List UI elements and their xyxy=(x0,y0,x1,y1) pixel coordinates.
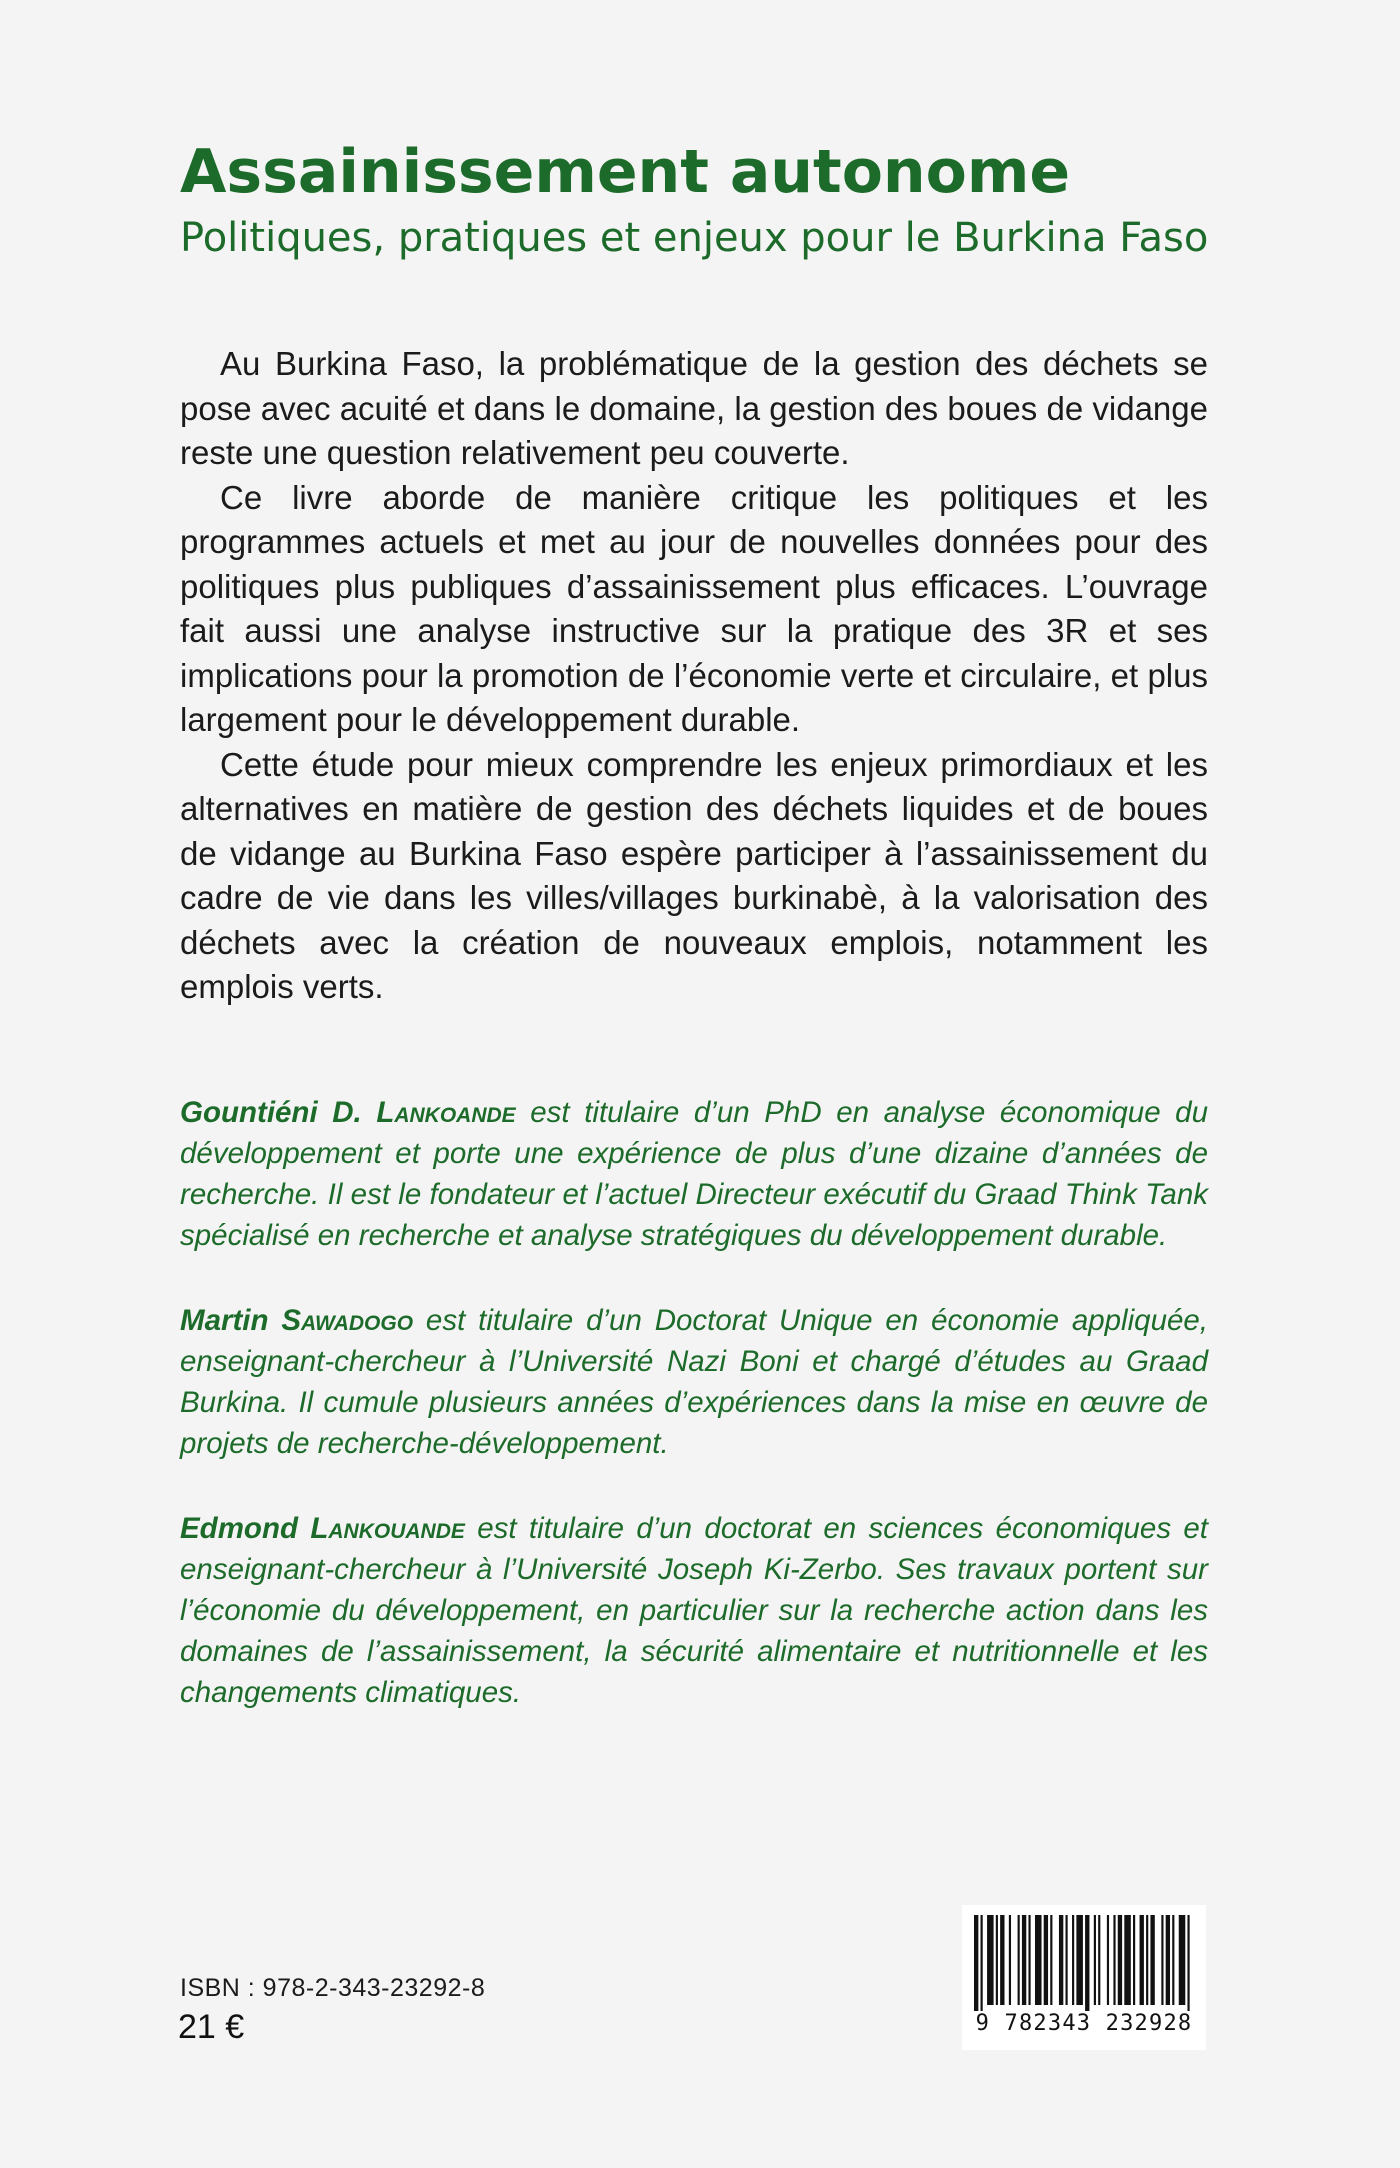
author-bio-text: est titulaire d’un Doctorat Unique en économie appliquée, enseignant-chercheur à l’Université Nazi Boni et chargé d’études au Graad Burkina. Il cumule plusieurs années d’expériences dans la mise en œuvre de projets de recherche-développement. xyxy=(180,1304,1208,1460)
barcode-bar xyxy=(974,1915,978,2011)
barcode-bar xyxy=(987,1915,994,2005)
barcode-bar xyxy=(1044,1915,1048,2005)
barcode-bar xyxy=(981,1915,983,2011)
barcode-bar xyxy=(996,1915,998,2005)
barcode-digits: 9 782343 232928 xyxy=(975,2011,1193,2036)
barcode-bar xyxy=(1050,1915,1052,2005)
barcode-bar xyxy=(1146,1915,1148,2005)
author-last-name: Sawadogo xyxy=(281,1304,414,1337)
author-bio-text: est titulaire d’un doctorat en sciences économiques et enseignant-chercheur à l’Université Joseph Ki-Zerbo. Ses travaux portent sur l’économie du développement, en particulier sur la recherche action dans les domaines de l’assainissement, la sécurité alimentaire et nutritionnelle et les changements climatiques. xyxy=(180,1512,1209,1709)
barcode-bar xyxy=(1018,1915,1020,2005)
barcode-bar xyxy=(1107,1915,1109,2005)
barcode-bar xyxy=(1072,1915,1074,2005)
author-first-name: Martin xyxy=(180,1304,269,1337)
barcode-bar xyxy=(1187,1915,1189,2011)
barcode-bar xyxy=(1098,1915,1100,2005)
author-bios xyxy=(180,1092,1208,1757)
barcode-bar xyxy=(1000,1915,1004,2005)
barcode-bar xyxy=(1140,1915,1144,2005)
barcode-bar xyxy=(1113,1915,1115,2005)
author-bio xyxy=(180,1508,1208,1713)
barcode-bar xyxy=(1028,1915,1030,2005)
author-first-name: Gountiéni D. xyxy=(180,1096,362,1129)
author-first-name: Edmond xyxy=(180,1512,298,1545)
barcode-bars xyxy=(974,1915,1194,2011)
isbn: ISBN : 978-2-343-23292-8 xyxy=(180,1974,486,2002)
barcode-bar xyxy=(1172,1915,1174,2005)
barcode-bar xyxy=(1124,1915,1131,2005)
barcode-bar xyxy=(1085,1915,1089,2011)
author-bio xyxy=(180,1092,1208,1256)
barcode-bar xyxy=(1076,1915,1083,2005)
barcode-bar xyxy=(1035,1915,1042,2005)
author-bio xyxy=(180,1300,1208,1464)
book-summary xyxy=(180,342,1208,1010)
price: 21 € xyxy=(178,2008,245,2046)
barcode-bar xyxy=(1179,1915,1186,2005)
barcode xyxy=(962,1905,1206,2050)
barcode-bar xyxy=(1009,1915,1011,2005)
author-last-name: Lankoande xyxy=(376,1096,516,1129)
author-last-name: Lankouande xyxy=(310,1512,465,1545)
summary-paragraph: Au Burkina Faso, la problématique de la gestion des déchets se pose avec acuité et dans le domaine, la gestion des boues de vidange reste une question relativement peu couverte. xyxy=(180,345,1208,471)
barcode-bar xyxy=(1118,1915,1122,2005)
barcode-bar xyxy=(1150,1915,1154,2005)
barcode-bar xyxy=(1059,1915,1063,2005)
barcode-bar xyxy=(1166,1915,1170,2005)
barcode-bar xyxy=(1094,1915,1096,2005)
author-bio-text: est titulaire d’un PhD en analyse économique du développement et porte une expérience de plus d’une dizaine d’années de recherche. Il est le fondateur et l’actuel Directeur exécutif du Graad Think Tank spécialisé en recherche et analyse stratégiques du développement durable. xyxy=(180,1096,1208,1252)
barcode-bar xyxy=(1133,1915,1135,2005)
book-title: Assainissement autonome xyxy=(180,137,1071,207)
barcode-bar xyxy=(1161,1915,1163,2005)
summary-paragraph: Ce livre aborde de manière critique les politiques et les programmes actuels et met au jour de nouvelles données pour des politiques plus publiques d’assainissement plus efficaces. L’ouvrage fait aussi une analyse instructive sur la pratique des 3R et ses implications pour la promotion de l’économie verte et circulaire, et plus largement pour le développement durable. xyxy=(180,478,1208,738)
barcode-bar xyxy=(1065,1915,1067,2005)
book-subtitle: Politiques, pratiques et enjeux pour le Burkina Faso xyxy=(180,215,1209,261)
barcode-bar xyxy=(1022,1915,1026,2005)
summary-paragraph: Cette étude pour mieux comprendre les enjeux primordiaux et les alternatives en matière de gestion des déchets liquides et de boues de vidange au Burkina Faso espère participer à l’assainissement du cadre de vie dans les villes/villages burkinabè, à la valorisation des déchets avec la création de nouveaux emplois, notamment les emplois verts. xyxy=(180,745,1208,1005)
